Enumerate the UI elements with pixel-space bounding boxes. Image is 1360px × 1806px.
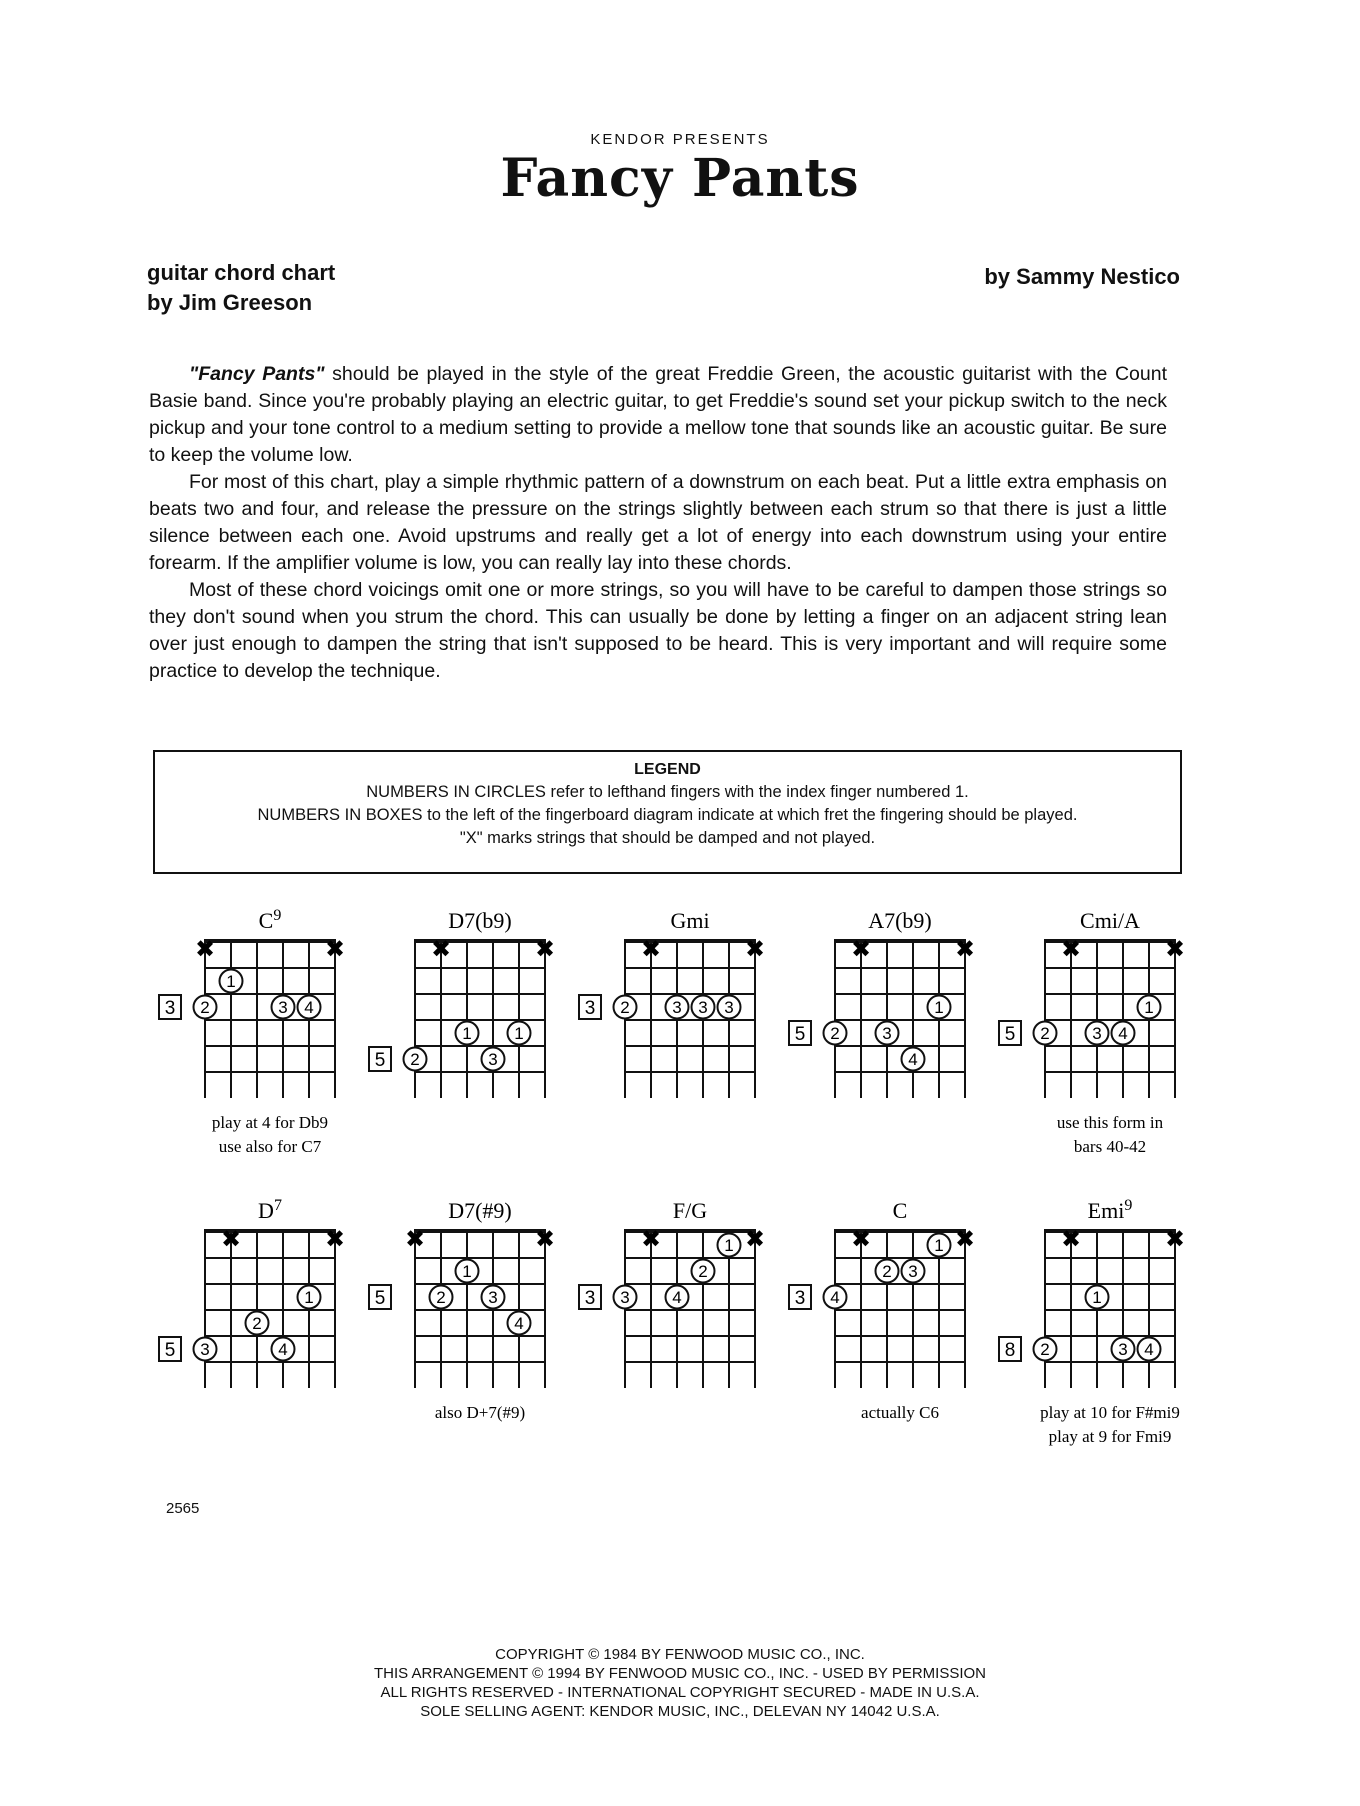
presents-label: KENDOR PRESENTS bbox=[590, 131, 770, 148]
chord-name-superscript: 7 bbox=[273, 1197, 282, 1214]
intro-paragraph-2: For most of this chart, play a simple rhythmic pattern of a downstrum on each beat. Put a little extra emphasis on beats two and four, and release the pressure on the strings slightly between each strum so that there is just a little silence between each one. Avoid upstrums and really get a lot of energy into each downstrum using your entire forearm. If the amplifier volume is low, you can really lay into these chords. bbox=[149, 471, 1167, 574]
finger-number: 2 bbox=[830, 1024, 840, 1043]
muted-string-x-icon: ✖ bbox=[850, 1225, 872, 1253]
finger-number: 1 bbox=[226, 972, 236, 991]
finger-number: 4 bbox=[278, 1340, 288, 1359]
finger-number: 1 bbox=[934, 1236, 944, 1255]
finger-number: 3 bbox=[672, 998, 682, 1017]
composer-credit: by Sammy Nestico bbox=[984, 264, 1180, 289]
chord-note: play at 9 for Fmi9 bbox=[1048, 1427, 1172, 1446]
muted-string-x-icon: ✖ bbox=[220, 1225, 242, 1253]
finger-number: 1 bbox=[724, 1236, 734, 1255]
legend-title: LEGEND bbox=[634, 761, 701, 778]
finger-number: 2 bbox=[436, 1288, 446, 1307]
muted-string-x-icon: ✖ bbox=[640, 1225, 662, 1253]
muted-string-x-icon: ✖ bbox=[954, 935, 976, 963]
chord-name: F/G bbox=[672, 1198, 708, 1223]
finger-number: 4 bbox=[672, 1288, 682, 1307]
chord-diagram bbox=[579, 1198, 765, 1388]
chord-diagram bbox=[999, 1197, 1185, 1446]
muted-string-x-icon: ✖ bbox=[744, 935, 766, 963]
legend-line-2: NUMBERS IN BOXES to the left of the fingerboard diagram indicate at which fret the fingering should be played. bbox=[257, 806, 1078, 824]
chord-diagram bbox=[999, 908, 1185, 1156]
finger-number: 1 bbox=[514, 1024, 524, 1043]
finger-number: 4 bbox=[908, 1050, 918, 1069]
legend-line-3: "X" marks strings that should be damped and not played. bbox=[459, 829, 876, 847]
finger-number: 1 bbox=[304, 1288, 314, 1307]
finger-number: 1 bbox=[462, 1262, 472, 1281]
fret-position-number: 3 bbox=[584, 998, 596, 1019]
song-title: Fancy Pants bbox=[500, 148, 860, 209]
finger-number: 2 bbox=[620, 998, 630, 1017]
fret-position-number: 5 bbox=[1004, 1024, 1016, 1045]
finger-number: 1 bbox=[1092, 1288, 1102, 1307]
muted-string-x-icon: ✖ bbox=[1060, 935, 1082, 963]
chord-name: D7(#9) bbox=[448, 1198, 512, 1223]
fret-position-number: 3 bbox=[164, 998, 176, 1019]
muted-string-x-icon: ✖ bbox=[534, 935, 556, 963]
copyright-line-1: COPYRIGHT © 1984 BY FENWOOD MUSIC CO., INC. bbox=[495, 1646, 865, 1663]
intro-title-ref: "Fancy Pants" bbox=[189, 363, 325, 385]
finger-number: 1 bbox=[1144, 998, 1154, 1017]
chord-note: actually C6 bbox=[861, 1403, 939, 1422]
chord-note: use also for C7 bbox=[218, 1137, 322, 1156]
chord-name: A7(b9) bbox=[868, 908, 932, 933]
chord-diagram bbox=[789, 1198, 975, 1422]
chord-name: Emi$^9$ bbox=[1087, 1197, 1133, 1223]
chord-diagram bbox=[159, 1197, 345, 1388]
finger-number: 3 bbox=[488, 1288, 498, 1307]
finger-number: 2 bbox=[200, 998, 210, 1017]
finger-number: 3 bbox=[724, 998, 734, 1017]
copyright-notice bbox=[0, 1645, 1360, 1721]
chord-diagram bbox=[369, 1198, 555, 1422]
chord-name: Cmi/A bbox=[1080, 908, 1140, 933]
fret-position-number: 5 bbox=[794, 1024, 806, 1045]
chord-diagram bbox=[579, 908, 765, 1098]
finger-number: 3 bbox=[200, 1340, 210, 1359]
legend-line-1: NUMBERS IN CIRCLES refer to lefthand fingers with the index finger numbered 1. bbox=[366, 783, 969, 801]
chord-diagram bbox=[369, 908, 555, 1098]
muted-string-x-icon: ✖ bbox=[324, 935, 346, 963]
finger-number: 4 bbox=[304, 998, 314, 1017]
finger-number: 4 bbox=[1118, 1024, 1128, 1043]
finger-number: 2 bbox=[882, 1262, 892, 1281]
finger-number: 3 bbox=[882, 1024, 892, 1043]
chord-name: Gmi bbox=[670, 908, 710, 933]
muted-string-x-icon: ✖ bbox=[194, 935, 216, 963]
chord-name: C bbox=[892, 1198, 908, 1223]
copyright-line-2: THIS ARRANGEMENT © 1994 BY FENWOOD MUSIC CO., INC. - USED BY PERMISSION bbox=[374, 1665, 986, 1682]
finger-number: 4 bbox=[830, 1288, 840, 1307]
chord-diagram bbox=[789, 908, 975, 1098]
muted-string-x-icon: ✖ bbox=[850, 935, 872, 963]
nut-line bbox=[204, 939, 336, 943]
muted-string-x-icon: ✖ bbox=[1060, 1225, 1082, 1253]
muted-string-x-icon: ✖ bbox=[954, 1225, 976, 1253]
chord-note: play at 4 for Db9 bbox=[211, 1113, 329, 1132]
chord-name-superscript: 9 bbox=[1124, 1197, 1133, 1214]
chord-note: also D+7(#9) bbox=[434, 1403, 526, 1422]
fret-position-number: 5 bbox=[164, 1340, 176, 1361]
page-number: 2565 bbox=[166, 1500, 200, 1517]
subtitle-line-2: by Jim Greeson bbox=[147, 290, 313, 315]
finger-number: 1 bbox=[462, 1024, 472, 1043]
finger-number: 4 bbox=[514, 1314, 524, 1333]
chord-diagram bbox=[159, 907, 345, 1156]
muted-string-x-icon: ✖ bbox=[744, 1225, 766, 1253]
finger-number: 1 bbox=[934, 998, 944, 1017]
muted-string-x-icon: ✖ bbox=[640, 935, 662, 963]
intro-paragraph-3: Most of these chord voicings omit one or more strings, so you will have to be careful to dampen those strings so they don't sound when you strum the chord. This can usually be done by letting a finger on an adjacent string lean over just enough to dampen the string that isn't supposed to be heard. This is very important and will require some practice to develop the technique. bbox=[149, 579, 1167, 682]
finger-number: 2 bbox=[252, 1314, 262, 1333]
chord-name: $D^7$ bbox=[258, 1197, 282, 1223]
muted-string-x-icon: ✖ bbox=[1164, 935, 1186, 963]
muted-string-x-icon: ✖ bbox=[534, 1225, 556, 1253]
finger-number: 3 bbox=[278, 998, 288, 1017]
muted-string-x-icon: ✖ bbox=[1164, 1225, 1186, 1253]
finger-number: 3 bbox=[620, 1288, 630, 1307]
subtitle-line-1: guitar chord chart bbox=[147, 260, 336, 285]
fret-position-number: 5 bbox=[374, 1288, 386, 1309]
finger-number: 3 bbox=[908, 1262, 918, 1281]
chord-name-superscript: 9 bbox=[273, 907, 282, 924]
muted-string-x-icon: ✖ bbox=[404, 1225, 426, 1253]
chord-note: bars 40-42 bbox=[1073, 1137, 1147, 1156]
chord-note: use this form in bbox=[1056, 1113, 1164, 1132]
chord-name: $C^9$ bbox=[258, 907, 282, 933]
finger-number: 3 bbox=[1118, 1340, 1128, 1359]
muted-string-x-icon: ✖ bbox=[430, 935, 452, 963]
copyright-line-3: ALL RIGHTS RESERVED - INTERNATIONAL COPYRIGHT SECURED - MADE IN U.S.A. bbox=[380, 1684, 980, 1701]
muted-string-x-icon: ✖ bbox=[324, 1225, 346, 1253]
chord-name: D7(b9) bbox=[448, 908, 512, 933]
fret-position-number: 3 bbox=[584, 1288, 596, 1309]
finger-number: 3 bbox=[1092, 1024, 1102, 1043]
nut-line bbox=[414, 1229, 546, 1233]
finger-number: 2 bbox=[410, 1050, 420, 1069]
finger-number: 3 bbox=[698, 998, 708, 1017]
fret-position-number: 3 bbox=[794, 1288, 806, 1309]
chord-note: play at 10 for F#mi9 bbox=[1040, 1403, 1180, 1422]
intro-p1-text: should be played in the style of the great Freddie Green, the acoustic guitarist with the Count Basie band. Since you're probably playing an electric guitar, to get Freddie's sound set your pickup switch to the neck pickup and your tone control to a medium setting to provide a mellow tone that sounds like an acoustic guitar. Be sure to keep the volume low. bbox=[149, 363, 1168, 466]
fret-position-number: 8 bbox=[1004, 1340, 1016, 1361]
finger-number: 2 bbox=[1040, 1340, 1050, 1359]
finger-number: 2 bbox=[1040, 1024, 1050, 1043]
finger-number: 4 bbox=[1144, 1340, 1154, 1359]
finger-number: 2 bbox=[698, 1262, 708, 1281]
finger-number: 3 bbox=[488, 1050, 498, 1069]
copyright-line-4: SOLE SELLING AGENT: KENDOR MUSIC, INC., DELEVAN NY 14042 U.S.A. bbox=[420, 1703, 940, 1720]
fret-position-number: 5 bbox=[374, 1050, 386, 1071]
